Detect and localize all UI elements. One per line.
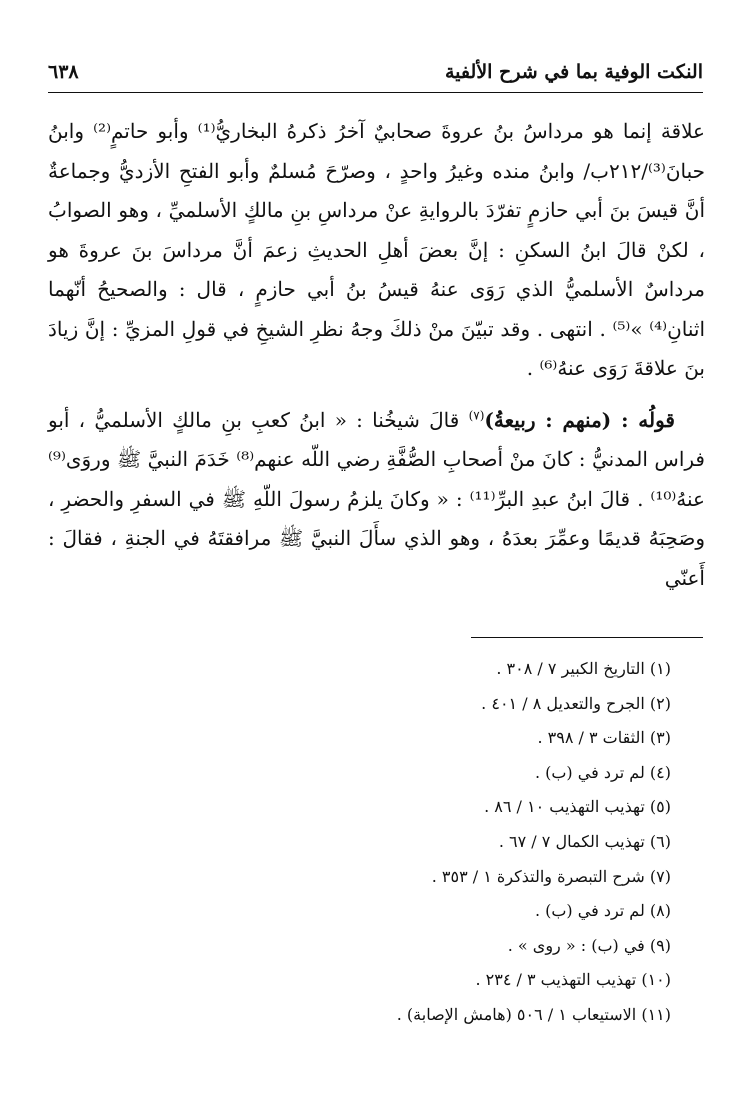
paragraph-2 <box>48 401 705 599</box>
page-number: ٦٣٨ <box>48 61 79 83</box>
footnote-ref-7: (٧) <box>468 407 485 422</box>
footnote: (١١) الاستيعاب ١ / ٥٠٦ (هامش الإصابة) . <box>396 1004 671 1024</box>
footnote: (١) التاريخ الكبير ٧ / ٣٠٨ . <box>496 659 671 678</box>
running-title: النكت الوفية بما في شرح الألفية <box>445 61 703 83</box>
body-text <box>48 112 705 598</box>
footnote: (٢) الجرح والتعديل ٨ / ٤٠١ . <box>481 693 671 713</box>
paragraph-2-text: قالَ شيخُنا : « ابنُ كعبِ بنِ مالكٍ الأسلميُّ ، أبو فراس المدنيُّ : كانَ منْ أصحابِ الصُّفَّةِ رضي اللّه عنهم⁽⁸⁾ خَدَمَ النبيَّ ﷺ وروَى⁽⁹⁾ عنهُ⁽¹⁰⁾ . قالَ ابنُ عبدِ البرِّ⁽¹¹⁾ : « وكانَ يلزمُ رسولَ اللّهِ ﷺ في السفرِ والحضرِ ، وصَحِبَهُ قديمًا وعمِّرَ بعدَهُ ، وهو الذي سأَلَ النبيَّ ﷺ مرافقتَهُ في الجنةِ ، فقالَ : أَعنّي <box>48 407 705 590</box>
footnote: (٥) تهذيب التهذيب ١٠ / ٨٦ . <box>484 797 671 817</box>
footnote: (٦) تهذيب الكمال ٧ / ٦٧ . <box>498 831 671 851</box>
footnote: (٨) لم ترد في (ب) . <box>534 901 671 921</box>
footnote: (٣) الثقات ٣ / ٣٩٨ . <box>537 728 671 748</box>
footnote: (٤) لم ترد في (ب) . <box>534 762 671 782</box>
footnote: (٧) شرح التبصرة والتذكرة ١ / ٣٥٣ . <box>431 866 671 886</box>
footnote: (٩) في (ب) : « روى » . <box>507 935 671 955</box>
footnote-rule <box>471 637 703 638</box>
header-rule <box>48 92 703 93</box>
lemma-heading: قولُه : (منهم : ربيعةُ) <box>484 407 675 432</box>
paragraph-1: علاقة إنما هو مرداسُ بنُ عروةَ صحابيٌ آخرُ ذكرهُ البخاريُّ⁽¹⁾ وأبو حاتمٍ⁽²⁾ وابنُ حبانَ⁽³⁾/٢١٢ب/ وابنُ منده وغيرُ واحدٍ ، وصرّحَ مُسلمٌ وأبو الفتحِ الأزديُّ وجماعةٌ أنَّ قيسَ بنَ أبي حازمٍ تفرّدَ بالروايةِ عنْ مرداسِ بنِ مالكٍ الأسلميِّ ، وهو الصوابُ ، لكنْ قالَ ابنُ السكنِ : إنَّ بعضَ أهلِ الحديثِ زعمَ أنَّ مرداسَ بنَ عروةَ هو مرداسٌ الأسلميُّ الذي رَوَى عنهُ قيسُ بنُ أبي حازمٍ ، قال : والصحيحُ أنّهما اثنانِ⁽⁴⁾ »⁽⁵⁾ . انتهى . وقد تبيّنَ منْ ذلكَ وجهُ نظرِ الشيخِ في قولِ المزيِّ : إنَّ زيادَ بنَ علاقةَ رَوَى عنهُ⁽⁶⁾ . <box>48 119 706 380</box>
footnote: (١٠) تهذيب التهذيب ٣ / ٢٣٤ . <box>475 970 671 990</box>
running-header <box>48 52 703 92</box>
footnotes <box>48 652 671 1033</box>
